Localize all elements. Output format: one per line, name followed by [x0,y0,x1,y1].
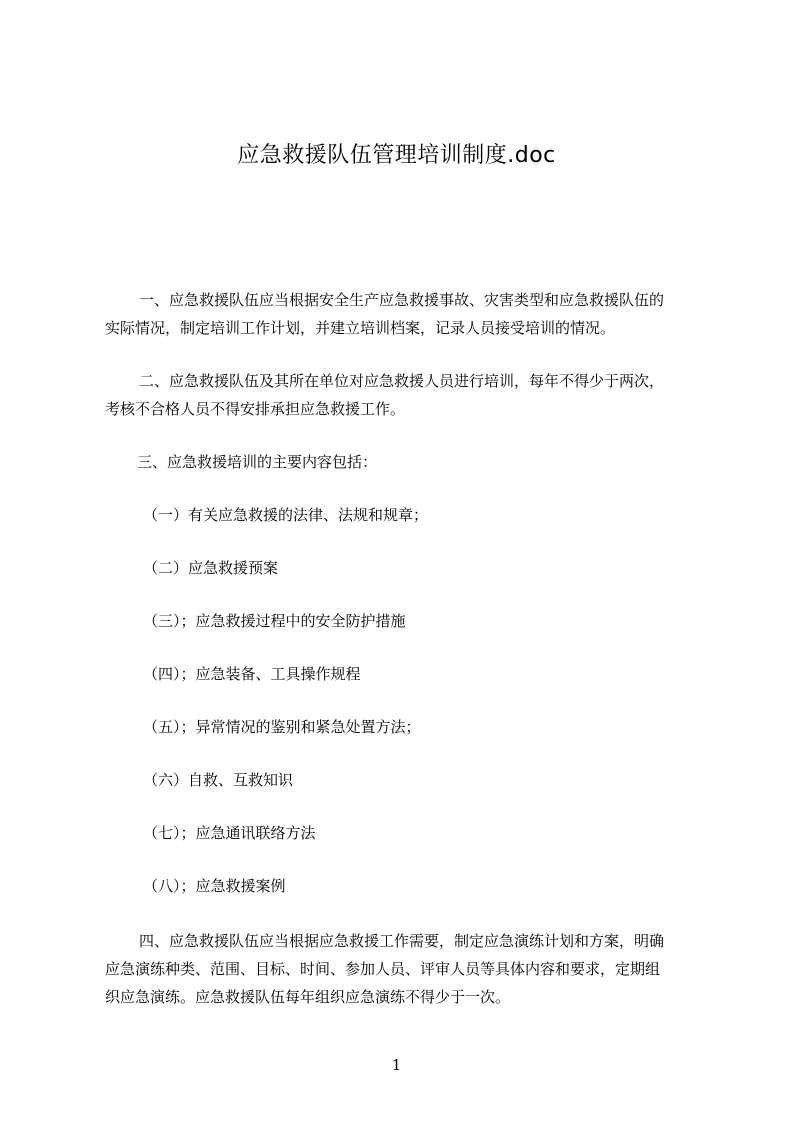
document-title: 应急救援队伍管理培训制度.doc [237,143,556,168]
list-item: （五）；异常情况的鉴别和紧急处置方法； [143,718,421,736]
list-item: （二）应急救援预案 [143,559,279,577]
paragraph-3 [105,448,705,476]
paragraph-1-line-1: 一、应急救援队伍应当根据安全生产应急救援事故、灾害类型和应急救援队伍的 [139,291,665,309]
paragraph-2-line-2: 考核不合格人员不得安排承担应急救援工作。 [105,400,406,418]
paragraph-4-line-2: 应急演练种类、范围、目标、时间、参加人员、评审人员等具体内容和要求，定期组 [105,960,661,978]
list-item: （四）；应急装备、工具操作规程 [143,665,361,683]
list-item: （八）；应急救援案例 [143,877,286,895]
paragraph-1-line-2: 实际情况，制定培训工作计划，并建立培训档案，记录人员接受培训的情况。 [105,319,616,337]
page-number: 1 [391,1056,402,1074]
paragraph-1 [105,286,705,342]
paragraph-2 [105,367,705,423]
paragraph-4-line-1: 四、应急救援队伍应当根据应急救援工作需要，制定应急演练计划和方案，明确 [139,932,665,950]
paragraph-4-line-3: 织应急演练。应急救援队伍每年组织应急演练不得少于一次。 [105,988,511,1006]
list-item: （三）；应急救援过程中的安全防护措施 [143,612,406,630]
list-item: （六）自救、互救知识 [143,771,294,789]
paragraph-2-line-1: 二、应急救援队伍及其所在单位对应急救援人员进行培训，每年不得少于两次， [139,372,665,390]
list-item: （七）；应急通讯联络方法 [143,824,316,842]
paragraph-4 [105,927,705,1011]
paragraph-3-line-1: 三、应急救援培训的主要内容包括： [137,453,378,471]
list-item: （一）有关应急救援的法律、法规和规章； [143,506,429,524]
